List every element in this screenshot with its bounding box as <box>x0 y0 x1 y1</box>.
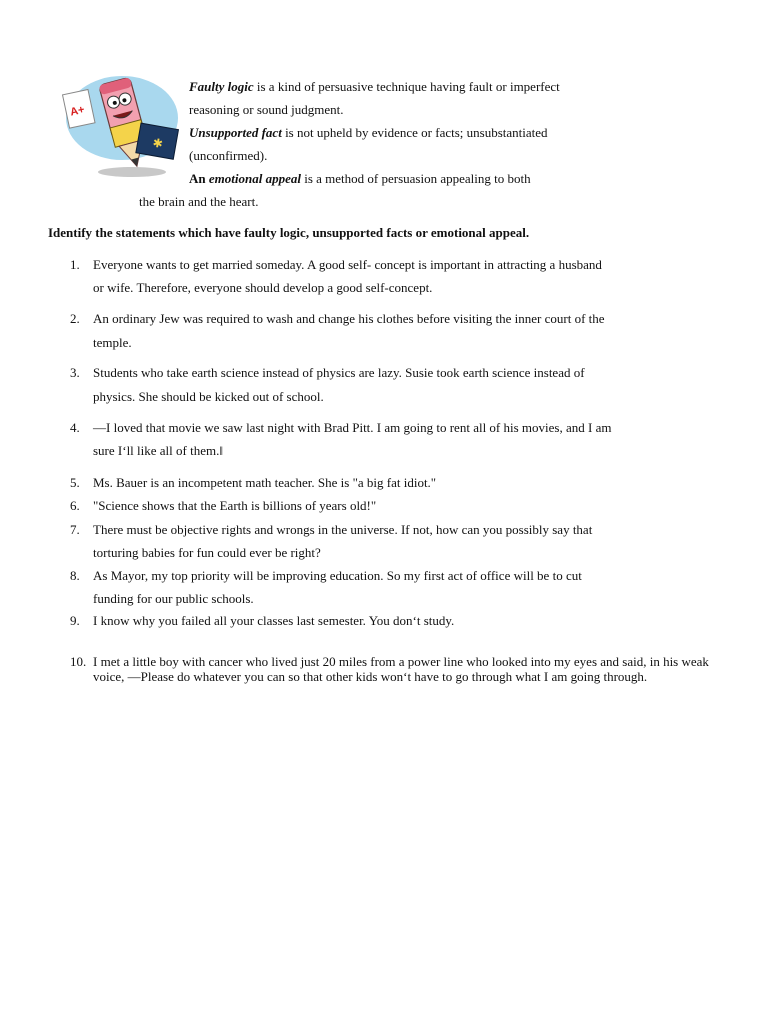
item-text-line: —I loved that movie we saw last night with Brad Pitt. I am going to rent all of his movies, and I am <box>93 420 612 435</box>
item-text-line: There must be objective rights and wrongs in the universe. If not, how can you possibly say that <box>93 522 593 537</box>
item-text: I met a little boy with cancer who lived just 20 miles from a power line who looked into my eyes and said, in his weak voice, —Please do whatever you can so that other kids won‘t have to go through what I am going through. <box>93 654 709 684</box>
item-number: 6. <box>70 498 80 513</box>
item-number: 1. <box>70 257 80 272</box>
definition-unsupported-fact-line-1: Unsupported fact is not upheld by evidence or facts; unsubstantiated <box>189 125 548 140</box>
definition-emotional-appeal-line-2: the brain and the heart. <box>139 194 259 209</box>
book-icon <box>136 123 179 159</box>
item-text-line: physics. She should be kicked out of school. <box>93 389 324 404</box>
paper-grade: A+ <box>69 103 86 119</box>
item-text-line: torturing babies for fun could ever be right? <box>93 545 321 560</box>
item-text-line: or wife. Therefore, everyone should develop a good self-concept. <box>93 280 433 295</box>
shadow-shape <box>98 167 166 177</box>
item-number: 8. <box>70 568 80 583</box>
item-number: 10. <box>70 654 87 669</box>
item-text-line: As Mayor, my top priority will be improving education. So my first act of office will be to cut <box>93 568 582 583</box>
definition-emotional-appeal-line-1: An emotional appeal is a method of persuasion appealing to both <box>189 171 531 186</box>
item-text-line: An ordinary Jew was required to wash and change his clothes before visiting the inner court of the <box>93 311 605 326</box>
clipart-svg <box>62 68 184 180</box>
item-number: 5. <box>70 475 80 490</box>
item-text-line: I know why you failed all your classes last semester. You don‘t study. <box>93 613 455 628</box>
term-faulty-logic: Faulty logic <box>189 79 254 94</box>
item-text-line: "Science shows that the Earth is billions of years old!" <box>93 498 377 513</box>
item-text-line: temple. <box>93 335 132 350</box>
item-text-line: sure I‘ll like all of them.‖ <box>93 443 223 458</box>
term-emotional-appeal: emotional appeal <box>208 171 301 186</box>
instruction-heading: Identify the statements which have faulty logic, unsupported facts or emotional appeal. <box>48 225 530 240</box>
item-text-line: Students who take earth science instead of physics are lazy. Susie took earth science instead of <box>93 365 585 380</box>
item-number: 3. <box>70 365 80 380</box>
definition-unsupported-fact-line-2: (unconfirmed). <box>189 148 268 163</box>
pencil-character-with-book-icon <box>62 68 184 180</box>
item-text-line: Everyone wants to get married someday. A good self- concept is important in attracting a husband <box>93 257 602 272</box>
term-unsupported-fact: Unsupported fact <box>189 125 282 140</box>
definition-faulty-logic-line-1: Faulty logic is a kind of persuasive technique having fault or imperfect <box>189 79 560 94</box>
definition-faulty-logic-line-2: reasoning or sound judgment. <box>189 102 344 117</box>
item-number: 7. <box>70 522 80 537</box>
item-number: 9. <box>70 613 80 628</box>
item-number: 4. <box>70 420 80 435</box>
item-number: 2. <box>70 311 80 326</box>
svg-text:✱: ✱ <box>151 135 164 152</box>
item-text-line: funding for our public schools. <box>93 591 254 606</box>
item-text-line: Ms. Bauer is an incompetent math teacher. She is "a big fat idiot." <box>93 475 437 490</box>
